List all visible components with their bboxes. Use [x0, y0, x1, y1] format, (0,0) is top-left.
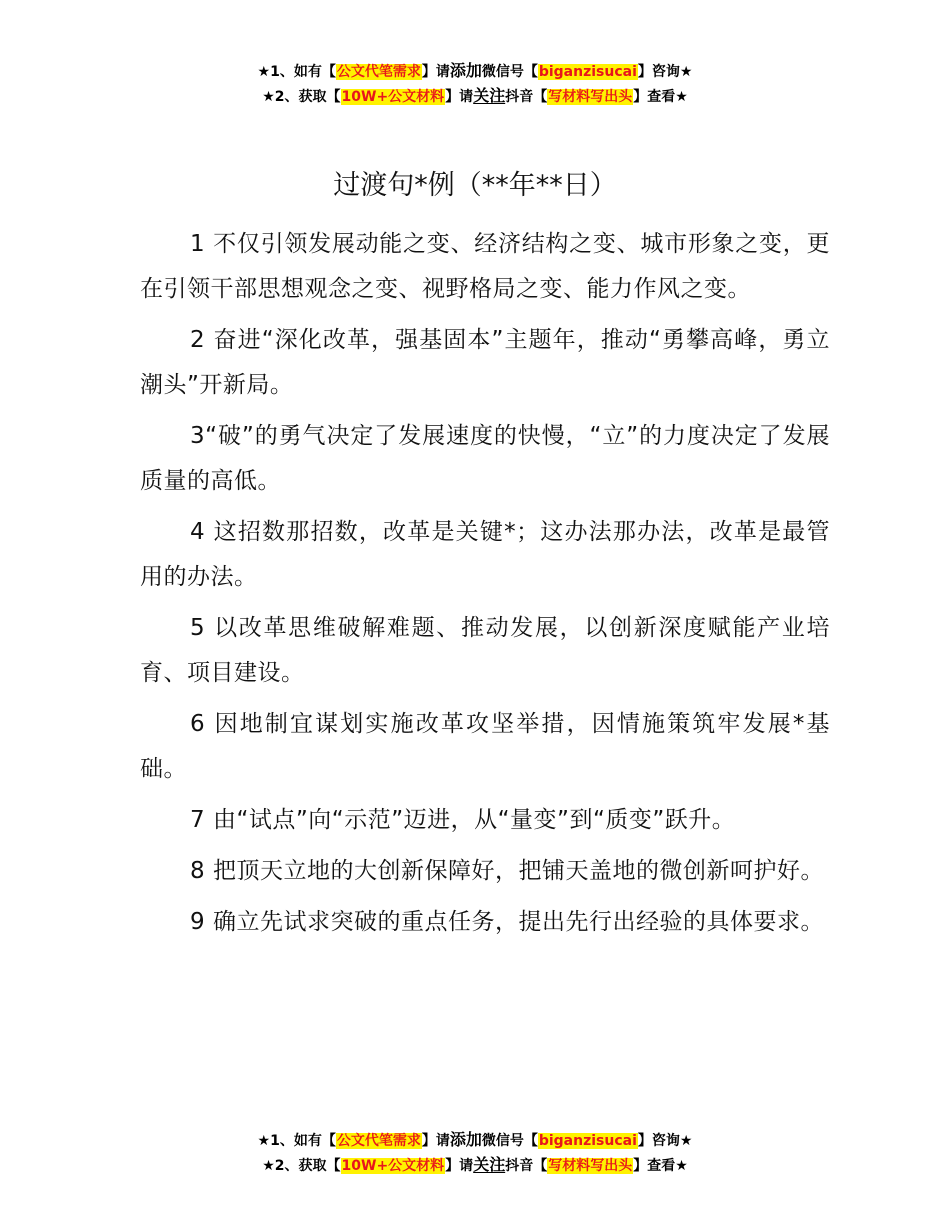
banner-text: 】请	[445, 1158, 474, 1174]
banner-text: ★2、获取【	[262, 1158, 341, 1174]
banner-text: ★1、如有【	[257, 64, 336, 80]
banner-text: 】请	[445, 89, 474, 105]
document-title: 过渡句*例（**年**日）	[333, 170, 617, 201]
banner-line-2	[0, 84, 950, 109]
paragraph-3: 3“破”的勇气决定了发展速度的快慢，“立”的力度决定了发展质量的高低。	[140, 423, 830, 494]
banner-text: ★1、如有【	[257, 1133, 336, 1149]
paragraph-5: 5 以改革思维破解难题、推动发展，以创新深度赋能产业培育、项目建设。	[140, 615, 830, 686]
paragraph-1: 1 不仅引领发展动能之变、经济结构之变、城市形象之变，更在引领干部思想观念之变、视野格局之变、能力作风之变。	[140, 231, 830, 302]
follow-text: 关注	[473, 86, 506, 105]
paragraph-9: 9 确立先试求突破的重点任务，提出先行出经验的具体要求。	[190, 909, 824, 935]
add-text: 添加	[449, 61, 482, 80]
banner-text: 】咨询★	[637, 64, 693, 80]
banner-text: 】查看★	[633, 89, 688, 105]
service-highlight: 公文代笔需求	[336, 64, 421, 80]
material-highlight: 10W+公文材料	[341, 1158, 445, 1174]
banner-line-1	[0, 1128, 950, 1153]
banner-text: 抖音【	[505, 1158, 548, 1174]
wechat-id-highlight: biganzisucai	[538, 64, 637, 80]
header-banner	[0, 59, 950, 109]
banner-line-2	[0, 1153, 950, 1178]
paragraph-7: 7 由“试点”向“示范”迈进，从“量变”到“质变”跃升。	[190, 807, 736, 833]
service-highlight: 公文代笔需求	[336, 1133, 421, 1149]
footer-banner	[0, 1128, 950, 1178]
banner-text: 】请	[421, 64, 450, 80]
banner-line-1	[0, 59, 950, 84]
paragraph-4: 4 这招数那招数，改革是关键*；这办法那办法，改革是最管用的办法。	[140, 519, 830, 590]
wechat-id-highlight: biganzisucai	[538, 1133, 637, 1149]
banner-text: 】咨询★	[637, 1133, 693, 1149]
paragraph-2: 2 奋进“深化改革，强基固本”主题年，推动“勇攀高峰，勇立潮头”开新局。	[140, 327, 830, 398]
material-highlight: 10W+公文材料	[341, 89, 445, 105]
banner-text: 微信号【	[481, 64, 538, 80]
douyin-highlight: 写材料写出头	[548, 89, 633, 105]
banner-text: 】请	[421, 1133, 450, 1149]
add-text: 添加	[449, 1130, 482, 1149]
banner-text: 】查看★	[633, 1158, 688, 1174]
banner-text: ★2、获取【	[262, 89, 341, 105]
paragraph-6: 6 因地制宜谋划实施改革攻坚举措，因情施策筑牢发展*基础。	[140, 711, 830, 782]
document-body	[140, 222, 830, 951]
douyin-highlight: 写材料写出头	[548, 1158, 633, 1174]
follow-text: 关注	[473, 1155, 506, 1174]
banner-text: 抖音【	[505, 89, 548, 105]
banner-text: 微信号【	[481, 1133, 538, 1149]
paragraph-8: 8 把顶天立地的大创新保障好，把铺天盖地的微创新呵护好。	[190, 858, 824, 884]
